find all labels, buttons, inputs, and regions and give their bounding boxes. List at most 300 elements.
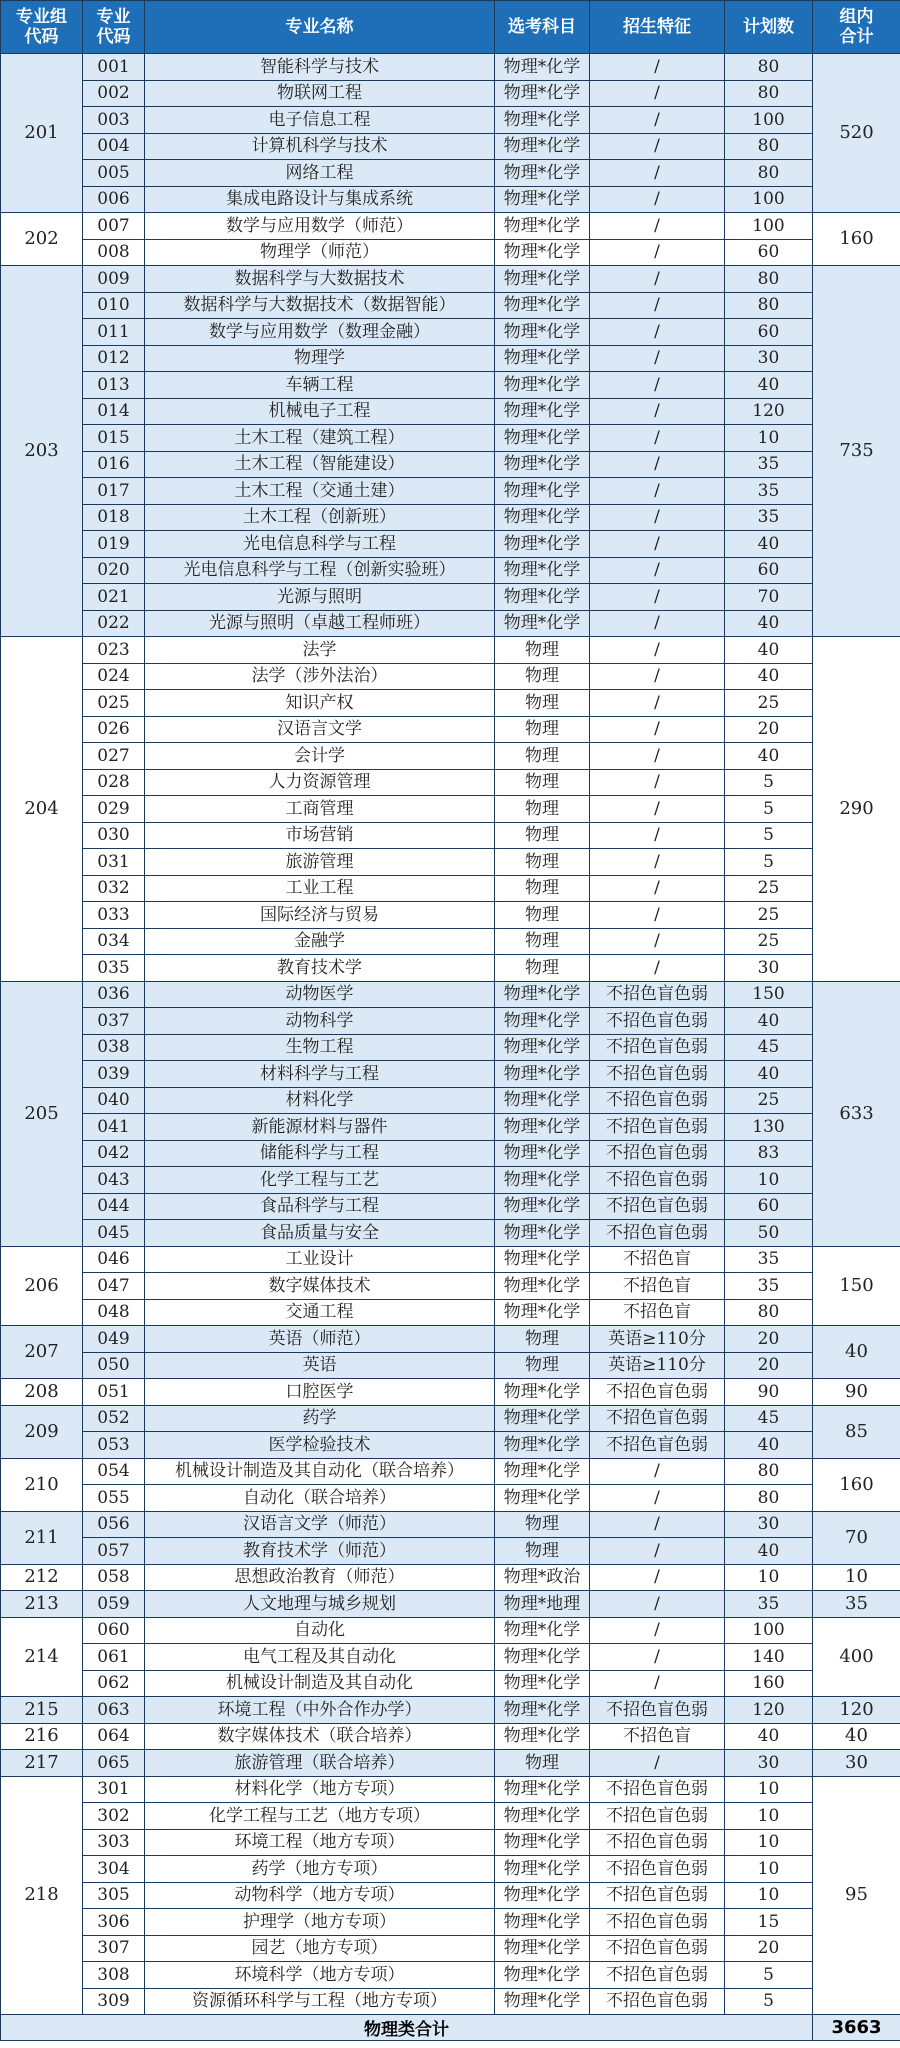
subjects-cell: 物理 — [495, 663, 590, 690]
table-row — [1, 663, 900, 690]
subjects-cell: 物理*化学 — [495, 1988, 590, 2015]
table-row — [1, 1193, 900, 1220]
major-code-cell: 042 — [83, 1140, 145, 1167]
plan-cell: 80 — [725, 292, 813, 319]
table-row — [1, 1803, 900, 1830]
major-name-cell: 医学检验技术 — [145, 1432, 495, 1459]
major-name-cell: 机械设计制造及其自动化 — [145, 1670, 495, 1697]
table-row — [1, 955, 900, 982]
subjects-cell: 物理*化学 — [495, 425, 590, 452]
group-code-cell: 213 — [1, 1591, 83, 1618]
major-code-cell: 309 — [83, 1988, 145, 2015]
major-name-cell: 教育技术学（师范） — [145, 1538, 495, 1565]
table-row — [1, 80, 900, 107]
major-name-cell: 材料化学 — [145, 1087, 495, 1114]
feature-cell: / — [590, 769, 725, 796]
table-row — [1, 1352, 900, 1379]
major-name-cell: 护理学（地方专项） — [145, 1909, 495, 1936]
major-name-cell: 网络工程 — [145, 160, 495, 187]
major-code-cell: 023 — [83, 637, 145, 664]
major-code-cell: 304 — [83, 1856, 145, 1883]
subjects-cell: 物理*化学 — [495, 1882, 590, 1909]
feature-cell: 不招色盲色弱 — [590, 1432, 725, 1459]
subjects-cell: 物理 — [495, 743, 590, 770]
major-code-cell: 048 — [83, 1299, 145, 1326]
subjects-cell: 物理*化学 — [495, 1299, 590, 1326]
feature-cell: / — [590, 955, 725, 982]
table-row — [1, 1114, 900, 1141]
plan-cell: 40 — [725, 1008, 813, 1035]
table-row — [1, 1458, 900, 1485]
feature-cell: 不招色盲色弱 — [590, 1008, 725, 1035]
table-row — [1, 107, 900, 134]
major-name-cell: 集成电路设计与集成系统 — [145, 186, 495, 213]
major-code-cell: 008 — [83, 239, 145, 266]
subjects-cell: 物理*化学 — [495, 372, 590, 399]
group-code-cell: 215 — [1, 1697, 83, 1724]
subjects-cell: 物理*化学 — [495, 1087, 590, 1114]
major-name-cell: 药学（地方专项） — [145, 1856, 495, 1883]
table-row — [1, 345, 900, 372]
plan-cell: 45 — [725, 1405, 813, 1432]
subjects-cell: 物理*化学 — [495, 1273, 590, 1300]
feature-cell: 不招色盲色弱 — [590, 1988, 725, 2015]
major-name-cell: 光电信息科学与工程（创新实验班） — [145, 557, 495, 584]
subjects-cell: 物理*化学 — [495, 1829, 590, 1856]
major-code-cell: 302 — [83, 1803, 145, 1830]
subjects-cell: 物理*化学 — [495, 451, 590, 478]
feature-cell: 不招色盲色弱 — [590, 1220, 725, 1247]
major-name-cell: 电子信息工程 — [145, 107, 495, 134]
feature-cell: / — [590, 398, 725, 425]
table-row — [1, 1273, 900, 1300]
table-row — [1, 1644, 900, 1671]
major-name-cell: 环境工程（中外合作办学） — [145, 1697, 495, 1724]
header-group-code — [1, 1, 83, 54]
major-code-cell: 065 — [83, 1750, 145, 1777]
table-row — [1, 1617, 900, 1644]
plan-cell: 60 — [725, 557, 813, 584]
major-code-cell: 011 — [83, 319, 145, 346]
feature-cell: / — [590, 107, 725, 134]
plan-cell: 10 — [725, 1829, 813, 1856]
major-name-cell: 物理学（师范） — [145, 239, 495, 266]
major-code-cell: 306 — [83, 1909, 145, 1936]
subjects-cell: 物理*化学 — [495, 981, 590, 1008]
major-name-cell: 化学工程与工艺 — [145, 1167, 495, 1194]
group-total-cell: 10 — [813, 1564, 900, 1591]
major-code-cell: 303 — [83, 1829, 145, 1856]
major-name-cell: 园艺（地方专项） — [145, 1935, 495, 1962]
plan-cell: 10 — [725, 1882, 813, 1909]
table-row — [1, 981, 900, 1008]
major-code-cell: 034 — [83, 928, 145, 955]
major-name-cell: 汉语言文学（师范） — [145, 1511, 495, 1538]
major-name-cell: 电气工程及其自动化 — [145, 1644, 495, 1671]
table-row — [1, 1882, 900, 1909]
feature-cell: 英语≥110分 — [590, 1352, 725, 1379]
plan-cell: 25 — [725, 875, 813, 902]
plan-cell: 30 — [725, 1750, 813, 1777]
major-name-cell: 数据科学与大数据技术（数据智能） — [145, 292, 495, 319]
plan-cell: 10 — [725, 1803, 813, 1830]
major-code-cell: 044 — [83, 1193, 145, 1220]
major-code-cell: 010 — [83, 292, 145, 319]
feature-cell: / — [590, 557, 725, 584]
major-name-cell: 材料化学（地方专项） — [145, 1776, 495, 1803]
table-row — [1, 796, 900, 823]
table-row — [1, 1087, 900, 1114]
major-code-cell: 063 — [83, 1697, 145, 1724]
major-name-cell: 食品科学与工程 — [145, 1193, 495, 1220]
table-body — [1, 54, 900, 2015]
plan-cell: 35 — [725, 451, 813, 478]
plan-cell: 80 — [725, 54, 813, 81]
table-row — [1, 1061, 900, 1088]
major-code-cell: 031 — [83, 849, 145, 876]
feature-cell: 不招色盲色弱 — [590, 1882, 725, 1909]
feature-cell: / — [590, 213, 725, 240]
subjects-cell: 物理 — [495, 1352, 590, 1379]
header-major-name: 专业名称 — [145, 1, 495, 54]
plan-cell: 100 — [725, 107, 813, 134]
subjects-cell: 物理*化学 — [495, 1697, 590, 1724]
table-row — [1, 1962, 900, 1989]
group-total-cell: 35 — [813, 1591, 900, 1618]
major-code-cell: 038 — [83, 1034, 145, 1061]
plan-cell: 100 — [725, 186, 813, 213]
subjects-cell: 物理 — [495, 637, 590, 664]
subjects-cell: 物理*化学 — [495, 1803, 590, 1830]
major-name-cell: 数字媒体技术（联合培养） — [145, 1723, 495, 1750]
group-total-cell: 160 — [813, 213, 900, 266]
subjects-cell: 物理*化学 — [495, 80, 590, 107]
major-name-cell: 金融学 — [145, 928, 495, 955]
header-feature: 招生特征 — [590, 1, 725, 54]
plan-cell: 40 — [725, 1723, 813, 1750]
subjects-cell: 物理 — [495, 1326, 590, 1353]
table-row — [1, 1723, 900, 1750]
feature-cell: / — [590, 1458, 725, 1485]
major-name-cell: 工业设计 — [145, 1246, 495, 1273]
plan-cell: 80 — [725, 1485, 813, 1512]
group-total-cell: 160 — [813, 1458, 900, 1511]
subjects-cell: 物理*化学 — [495, 107, 590, 134]
major-name-cell: 土木工程（创新班） — [145, 504, 495, 531]
subjects-cell: 物理*化学 — [495, 1617, 590, 1644]
subjects-cell: 物理*化学 — [495, 186, 590, 213]
major-code-cell: 305 — [83, 1882, 145, 1909]
subjects-cell: 物理*化学 — [495, 1379, 590, 1406]
plan-cell: 25 — [725, 1087, 813, 1114]
table-row — [1, 743, 900, 770]
subjects-cell: 物理*化学 — [495, 504, 590, 531]
feature-cell: / — [590, 504, 725, 531]
table-row — [1, 239, 900, 266]
table-row — [1, 1432, 900, 1459]
major-name-cell: 土木工程（建筑工程） — [145, 425, 495, 452]
major-name-cell: 机械设计制造及其自动化（联合培养） — [145, 1458, 495, 1485]
major-code-cell: 058 — [83, 1564, 145, 1591]
table-row — [1, 637, 900, 664]
major-code-cell: 012 — [83, 345, 145, 372]
plan-cell: 5 — [725, 1962, 813, 1989]
feature-cell: 英语≥110分 — [590, 1326, 725, 1353]
feature-cell: 不招色盲色弱 — [590, 1935, 725, 1962]
major-code-cell: 020 — [83, 557, 145, 584]
feature-cell: / — [590, 133, 725, 160]
plan-cell: 20 — [725, 1935, 813, 1962]
group-total-cell: 120 — [813, 1697, 900, 1724]
feature-cell: 不招色盲色弱 — [590, 1856, 725, 1883]
subjects-cell: 物理*化学 — [495, 1061, 590, 1088]
feature-cell: 不招色盲色弱 — [590, 1087, 725, 1114]
subjects-cell: 物理*化学 — [495, 239, 590, 266]
group-code-cell: 218 — [1, 1776, 83, 2015]
feature-cell: 不招色盲色弱 — [590, 1803, 725, 1830]
subjects-cell: 物理*化学 — [495, 266, 590, 293]
group-code-cell: 209 — [1, 1405, 83, 1458]
major-code-cell: 301 — [83, 1776, 145, 1803]
subjects-cell: 物理*化学 — [495, 1140, 590, 1167]
table-row — [1, 504, 900, 531]
plan-cell: 20 — [725, 1352, 813, 1379]
major-code-cell: 054 — [83, 1458, 145, 1485]
major-code-cell: 052 — [83, 1405, 145, 1432]
plan-cell: 90 — [725, 1379, 813, 1406]
major-code-cell: 043 — [83, 1167, 145, 1194]
major-code-cell: 062 — [83, 1670, 145, 1697]
major-code-cell: 006 — [83, 186, 145, 213]
major-code-cell: 007 — [83, 213, 145, 240]
major-name-cell: 英语 — [145, 1352, 495, 1379]
feature-cell: / — [590, 1538, 725, 1565]
feature-cell: / — [590, 1644, 725, 1671]
group-code-cell: 210 — [1, 1458, 83, 1511]
plan-cell: 80 — [725, 266, 813, 293]
plan-cell: 40 — [725, 637, 813, 664]
feature-cell: 不招色盲色弱 — [590, 1829, 725, 1856]
plan-cell: 25 — [725, 690, 813, 717]
major-code-cell: 029 — [83, 796, 145, 823]
major-code-cell: 019 — [83, 531, 145, 558]
subjects-cell: 物理*化学 — [495, 1220, 590, 1247]
major-code-cell: 028 — [83, 769, 145, 796]
subjects-cell: 物理*化学 — [495, 1856, 590, 1883]
major-name-cell: 自动化（联合培养） — [145, 1485, 495, 1512]
major-name-cell: 工商管理 — [145, 796, 495, 823]
major-name-cell: 自动化 — [145, 1617, 495, 1644]
subjects-cell: 物理*化学 — [495, 345, 590, 372]
table-row — [1, 849, 900, 876]
table-row — [1, 875, 900, 902]
major-code-cell: 022 — [83, 610, 145, 637]
feature-cell: / — [590, 716, 725, 743]
feature-cell: / — [590, 928, 725, 955]
feature-cell: / — [590, 584, 725, 611]
plan-cell: 40 — [725, 610, 813, 637]
table-row — [1, 822, 900, 849]
major-code-cell: 045 — [83, 1220, 145, 1247]
subjects-cell: 物理*化学 — [495, 160, 590, 187]
feature-cell: 不招色盲色弱 — [590, 1962, 725, 1989]
subjects-cell: 物理 — [495, 1538, 590, 1565]
plan-cell: 35 — [725, 1591, 813, 1618]
subjects-cell: 物理 — [495, 822, 590, 849]
table-row — [1, 133, 900, 160]
major-name-cell: 光源与照明 — [145, 584, 495, 611]
major-code-cell: 059 — [83, 1591, 145, 1618]
group-code-cell: 212 — [1, 1564, 83, 1591]
table-row — [1, 610, 900, 637]
plan-cell: 40 — [725, 531, 813, 558]
major-code-cell: 016 — [83, 451, 145, 478]
header-group-total-label: 组内 合计 — [839, 7, 874, 47]
major-code-cell: 021 — [83, 584, 145, 611]
major-code-cell: 024 — [83, 663, 145, 690]
feature-cell: / — [590, 743, 725, 770]
feature-cell: 不招色盲色弱 — [590, 1167, 725, 1194]
major-name-cell: 光电信息科学与工程 — [145, 531, 495, 558]
feature-cell: / — [590, 372, 725, 399]
subjects-cell: 物理*化学 — [495, 213, 590, 240]
major-code-cell: 026 — [83, 716, 145, 743]
major-name-cell: 物联网工程 — [145, 80, 495, 107]
feature-cell: / — [590, 1670, 725, 1697]
subjects-cell: 物理*化学 — [495, 1193, 590, 1220]
plan-cell: 5 — [725, 769, 813, 796]
group-total-cell: 70 — [813, 1511, 900, 1564]
plan-cell: 60 — [725, 319, 813, 346]
feature-cell: / — [590, 531, 725, 558]
major-code-cell: 015 — [83, 425, 145, 452]
table-row — [1, 1697, 900, 1724]
table-row — [1, 1246, 900, 1273]
table-row — [1, 1167, 900, 1194]
subjects-cell: 物理 — [495, 1511, 590, 1538]
subjects-cell: 物理*地理 — [495, 1591, 590, 1618]
table-row — [1, 1750, 900, 1777]
feature-cell: 不招色盲 — [590, 1246, 725, 1273]
feature-cell: / — [590, 80, 725, 107]
group-total-cell: 95 — [813, 1776, 900, 2015]
major-code-cell: 060 — [83, 1617, 145, 1644]
subjects-cell: 物理*化学 — [495, 1458, 590, 1485]
plan-cell: 80 — [725, 1299, 813, 1326]
major-code-cell: 037 — [83, 1008, 145, 1035]
plan-cell: 100 — [725, 1617, 813, 1644]
major-code-cell: 014 — [83, 398, 145, 425]
table-row — [1, 690, 900, 717]
group-code-cell: 205 — [1, 981, 83, 1246]
table-row — [1, 186, 900, 213]
subjects-cell: 物理*化学 — [495, 1246, 590, 1273]
feature-cell: 不招色盲色弱 — [590, 1140, 725, 1167]
plan-cell: 83 — [725, 1140, 813, 1167]
plan-cell: 150 — [725, 981, 813, 1008]
subjects-cell: 物理 — [495, 955, 590, 982]
major-code-cell: 308 — [83, 1962, 145, 1989]
feature-cell: / — [590, 425, 725, 452]
table-row — [1, 1485, 900, 1512]
table-row — [1, 451, 900, 478]
feature-cell: / — [590, 822, 725, 849]
major-code-cell: 036 — [83, 981, 145, 1008]
table-row — [1, 928, 900, 955]
major-name-cell: 土木工程（交通土建） — [145, 478, 495, 505]
major-code-cell: 046 — [83, 1246, 145, 1273]
header-group-total — [813, 1, 900, 54]
feature-cell: / — [590, 478, 725, 505]
table-row — [1, 54, 900, 81]
subjects-cell: 物理*化学 — [495, 319, 590, 346]
major-code-cell: 027 — [83, 743, 145, 770]
plan-cell: 35 — [725, 504, 813, 531]
plan-cell: 10 — [725, 1564, 813, 1591]
major-code-cell: 035 — [83, 955, 145, 982]
header-subjects: 选考科目 — [495, 1, 590, 54]
plan-cell: 40 — [725, 663, 813, 690]
feature-cell: / — [590, 292, 725, 319]
major-name-cell: 新能源材料与器件 — [145, 1114, 495, 1141]
table-row — [1, 266, 900, 293]
feature-cell: 不招色盲色弱 — [590, 1379, 725, 1406]
table-row — [1, 1326, 900, 1353]
feature-cell: / — [590, 1617, 725, 1644]
table-row — [1, 1511, 900, 1538]
table-row — [1, 1564, 900, 1591]
feature-cell: / — [590, 690, 725, 717]
grand-total-label: 物理类合计 — [1, 2015, 813, 2041]
plan-cell: 60 — [725, 239, 813, 266]
subjects-cell: 物理*化学 — [495, 54, 590, 81]
plan-cell: 80 — [725, 160, 813, 187]
subjects-cell: 物理*化学 — [495, 531, 590, 558]
major-name-cell: 人力资源管理 — [145, 769, 495, 796]
major-code-cell: 050 — [83, 1352, 145, 1379]
subjects-cell: 物理*化学 — [495, 584, 590, 611]
major-code-cell: 307 — [83, 1935, 145, 1962]
feature-cell: / — [590, 875, 725, 902]
major-name-cell: 智能科学与技术 — [145, 54, 495, 81]
major-name-cell: 法学（涉外法治） — [145, 663, 495, 690]
major-name-cell: 数学与应用数学（师范） — [145, 213, 495, 240]
major-name-cell: 计算机科学与技术 — [145, 133, 495, 160]
table-row — [1, 1379, 900, 1406]
major-name-cell: 国际经济与贸易 — [145, 902, 495, 929]
plan-cell: 80 — [725, 80, 813, 107]
table-row — [1, 1034, 900, 1061]
table-row — [1, 584, 900, 611]
plan-cell: 25 — [725, 902, 813, 929]
major-name-cell: 环境科学（地方专项） — [145, 1962, 495, 1989]
major-code-cell: 001 — [83, 54, 145, 81]
major-name-cell: 生物工程 — [145, 1034, 495, 1061]
major-name-cell: 思想政治教育（师范） — [145, 1564, 495, 1591]
major-name-cell: 动物科学 — [145, 1008, 495, 1035]
plan-cell: 40 — [725, 1538, 813, 1565]
group-code-cell: 202 — [1, 213, 83, 266]
plan-cell: 70 — [725, 584, 813, 611]
subjects-cell: 物理*化学 — [495, 1405, 590, 1432]
plan-cell: 30 — [725, 1511, 813, 1538]
major-code-cell: 013 — [83, 372, 145, 399]
feature-cell: / — [590, 849, 725, 876]
major-code-cell: 057 — [83, 1538, 145, 1565]
table-row — [1, 1856, 900, 1883]
subjects-cell: 物理*化学 — [495, 1909, 590, 1936]
subjects-cell: 物理 — [495, 690, 590, 717]
